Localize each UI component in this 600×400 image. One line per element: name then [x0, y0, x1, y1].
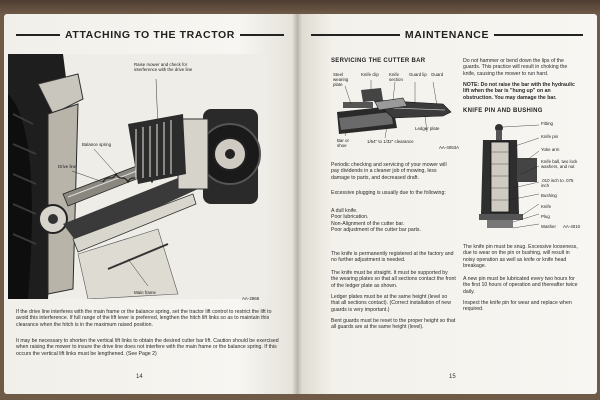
table-shadow	[0, 0, 600, 14]
causes-intro: Excessive plugging is usually due to the following:	[331, 190, 446, 196]
page-number-left: 14	[136, 374, 143, 380]
list-item: Poor adjustment of the cutter bar parts.	[331, 226, 421, 233]
knife-pin-heading: KNIFE PIN AND BUSHING	[463, 108, 543, 114]
cutter-intro: Periodic checking and servicing of your mower will pay dividends in a cleaner job of mowing, less damage to parts, and decreased draft.	[331, 162, 447, 181]
callout-guard: Guard	[431, 72, 444, 77]
hydraulic-note: NOTE: Do not raise the bar with the hydraulic lift when the bar is "hung up" on an obstruction. You may damage the bar.	[463, 82, 575, 101]
knife-pin-paragraph-1: The knife pin must be snug. Excessive looseness, due to wear on the pin or bushing, will result in noisy operation as well as knife or knife head breakage.	[463, 244, 578, 269]
header-rule-left	[16, 34, 60, 36]
cutter-paragraph-4: Bent guards must be reset to the proper height so that all guards are at the same height (level).	[331, 318, 456, 331]
callout-yoke-arm: Yoke arm	[541, 147, 560, 152]
callout-bar-or-shoe: Bar or shoe	[337, 138, 349, 148]
callout-clearance: 1/64" to 1/32" clearance	[367, 139, 414, 144]
callout-ledger-plate: Ledger plate	[415, 126, 440, 131]
figure-number: AA-2868	[242, 296, 260, 301]
left-header	[16, 28, 284, 42]
callout-washer: Washer	[541, 224, 556, 229]
header-rule-left	[311, 34, 400, 36]
cutter-paragraph-3: Ledger plates must be at the same height (level so that all sections contact). (Correct installation of new guards is very important.)	[331, 294, 451, 313]
left-page	[4, 14, 297, 394]
knife-pin-paragraph-2: A new pin must be lubricated every two hours for the first 10 hours of operation and thereafter twice daily.	[463, 276, 578, 295]
causes-list	[331, 208, 456, 233]
cutter-paragraph-2: The knife must be straight. It must be supported by the wearing plates so that all sections contact the front of the ledger plate as shown.	[331, 270, 456, 289]
list-item: Poor lubrication.	[331, 214, 369, 221]
callout-main-frame: Main frame	[134, 290, 156, 295]
callout-knife-clip: Knife clip	[361, 72, 379, 77]
callout-knife-pin: Knife pin	[541, 134, 559, 139]
left-paragraph-1: If the drive line interferes with the main frame or the balance spring, set the tractor lift control to restrict the lift to avoid this interference. If full range of the lift lever is preferred, lengthen the hitch lift links so as to maintain this clearance when the hitch is in the maximum raised position.	[16, 309, 272, 328]
list-item: A dull knife.	[331, 208, 358, 214]
book-gutter	[292, 14, 302, 394]
callout-plug: Plug	[541, 214, 550, 219]
left-paragraph-2: It may be necessary to shorten the vertical lift links to obtain the desired cutter bar lift. Caution should be exercised when raising the mower to insure the drive line does not interfere with the main frame or the balance spring. If this occurs the vertical lift links must be lengthened. (See Page 2)	[16, 338, 279, 357]
header-rule-right	[240, 34, 284, 36]
right-page	[297, 14, 597, 394]
knife-pin-figure-number: AA-4010	[563, 224, 581, 229]
callout-knife: Knife	[541, 204, 552, 209]
callout-raise-mower: Raise mower and check for interference with the drive line	[134, 62, 193, 72]
callout-gap: .010 inch to .075 inch	[541, 178, 574, 188]
callout-bushing: Bushing	[541, 193, 557, 198]
callout-knife-section: Knife section	[389, 72, 403, 82]
page-number-right: 15	[449, 374, 456, 380]
callout-drive-line: Drive line	[58, 164, 77, 169]
callout-knife-ball: Knife ball, two lock washers, and nut	[541, 159, 578, 169]
right-page-title: MAINTENANCE	[404, 29, 490, 41]
hammer-warning: Do not hammer or bend down the lips of the guards. This practice will result in choking the knife, causing the mower to run hard.	[463, 58, 568, 77]
callout-balance-spring: Balance spring	[82, 142, 112, 147]
callout-wearing-plate: Steel wearing plate	[333, 72, 349, 87]
cutter-bar-heading: SERVICING THE CUTTER BAR	[331, 58, 426, 64]
tractor-hitch-photo	[8, 54, 268, 299]
cutter-figure-number: AA-4063A	[439, 145, 460, 150]
list-item: Non-Alignment of the cutter bar.	[331, 220, 405, 227]
callout-fitting: Fitting	[541, 121, 553, 126]
knife-pin-paragraph-3: Inspect the knife pin for wear and replace when required.	[463, 300, 572, 313]
left-page-title: ATTACHING TO THE TRACTOR	[65, 29, 235, 41]
callout-guard-lip: Guard lip	[409, 72, 427, 77]
right-header	[311, 28, 583, 42]
cutter-paragraph-1: The knife is permanently registered at the factory and no further adjustment is needed.	[331, 251, 454, 264]
header-rule-right	[494, 34, 583, 36]
